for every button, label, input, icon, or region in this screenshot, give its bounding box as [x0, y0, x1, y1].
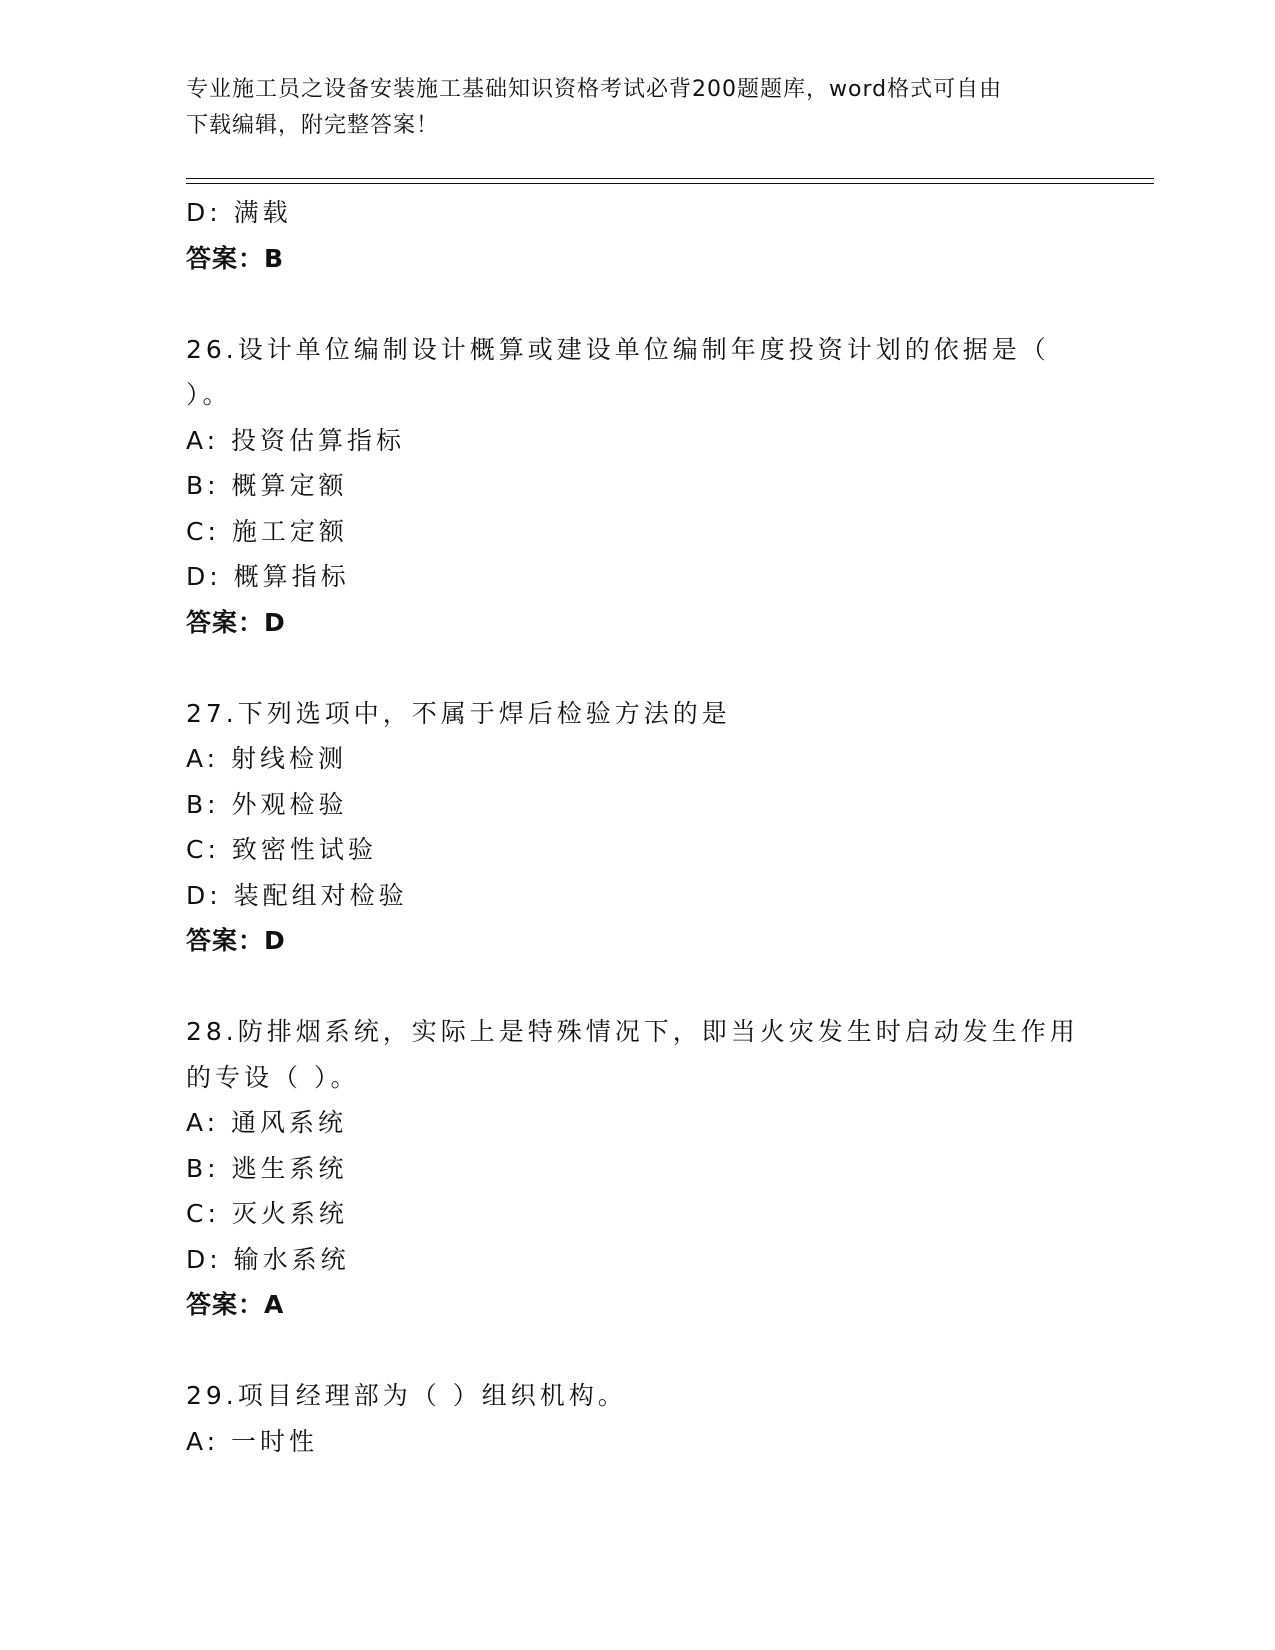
option-a: A: 射线检测	[186, 744, 348, 773]
option-b: B: 概算定额	[186, 471, 348, 500]
spacer	[186, 1328, 1106, 1374]
answer: 答案：A	[186, 1290, 285, 1319]
question-stem-continued: 的专设（ ）。	[186, 1062, 360, 1092]
option-d: D: 输水系统	[186, 1244, 350, 1274]
question-27	[186, 691, 1106, 964]
question-stem: 28.防排烟系统，实际上是特殊情况下，即当火灾发生时启动发生作用	[186, 1017, 1079, 1046]
spacer	[186, 964, 1106, 1010]
question-stem: 26.设计单位编制设计概算或建设单位编制年度投资计划的依据是（	[186, 334, 1050, 364]
header-line-2: 下载编辑，附完整答案！	[186, 113, 440, 138]
question-25-tail	[186, 190, 1106, 281]
spacer	[186, 645, 1106, 691]
answer: 答案：B	[186, 243, 285, 273]
option-c: C: 致密性试验	[186, 835, 377, 864]
option-b: B: 逃生系统	[186, 1153, 348, 1183]
option-a: A: 通风系统	[186, 1108, 348, 1137]
question-stem-continued: ）。	[186, 380, 232, 409]
document-header	[186, 72, 1086, 144]
question-26	[186, 327, 1106, 646]
option-a: A: 一时性	[186, 1426, 319, 1456]
spacer	[186, 281, 1106, 327]
header-line-1: 专业施工员之设备安装施工基础知识资格考试必背200题题库，word格式可自由	[186, 77, 1003, 102]
question-list	[186, 190, 1106, 1464]
option-b: B: 外观检验	[186, 789, 348, 819]
option-a: A: 投资估算指标	[186, 425, 406, 455]
option-d: D: 概算指标	[186, 562, 350, 591]
option-d: D: 装配组对检验	[186, 880, 408, 910]
option-d: D: 满载	[186, 198, 292, 227]
option-c: C: 施工定额	[186, 516, 348, 546]
question-29	[186, 1373, 1106, 1464]
question-28	[186, 1009, 1106, 1328]
option-c: C: 灭火系统	[186, 1199, 348, 1228]
header-divider-top	[186, 178, 1154, 179]
answer: 答案：D	[186, 926, 286, 955]
question-stem: 27.下列选项中，不属于焊后检验方法的是	[186, 698, 731, 728]
answer: 答案：D	[186, 607, 286, 637]
question-stem: 29.项目经理部为（ ）组织机构。	[186, 1381, 627, 1410]
header-divider-bottom	[186, 183, 1154, 184]
